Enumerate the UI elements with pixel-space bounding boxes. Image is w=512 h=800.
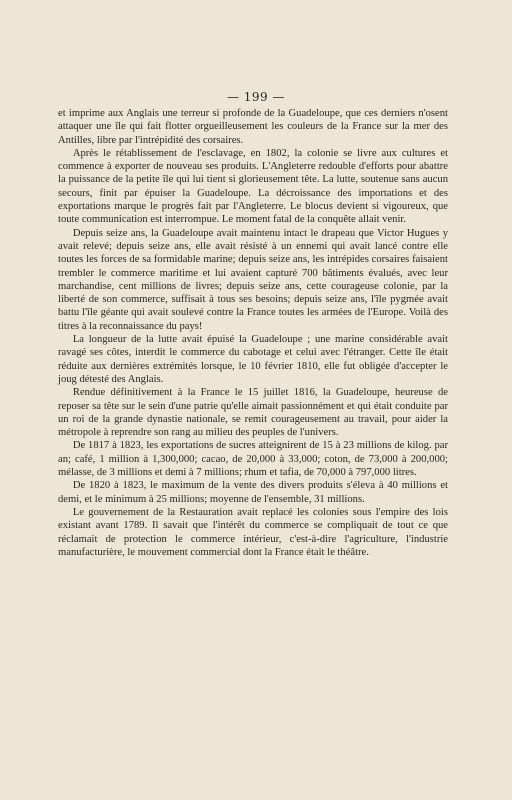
- paragraph-8: Le gouvernement de la Restauration avait replacé les colonies sous l'empire des lois existant avant 1789. Il savait que l'intérêt du commerce se compliquait de tout ce que réclamait de protection le commerce intérieur, c'est-à-dire l'agriculture, l'industrie manufacturière, le mouvement commercial dont la France était le théâtre.: [58, 506, 448, 558]
- paragraph-6: De 1817 à 1823, les exportations de sucres atteignirent de 15 à 23 millions de kilog. par an; café, 1 million à 1,300,000; cacao, de 20,000 à 33,000; coton, de 73,000 à 200,000; mélasse, de 3 millions et demi à 7 millions; rhum et tafia, de 70,000 à 797,000 litres.: [58, 440, 448, 479]
- paragraph-4: La longueur de la lutte avait épuisé la Guadeloupe ; une marine considérable avait ravagé ses côtes, interdit le commerce du cabotage et celui avec l'étranger. Cette île était réduite aux dernières extrémités lorsque, le 10 février 1810, elle fut obligée d'accepter le joug détesté des Anglais.: [58, 334, 448, 385]
- page-number: — 199 —: [226, 90, 286, 104]
- paragraph-3: Depuis seize ans, la Guadeloupe avait maintenu intact le drapeau que Victor Hugues y avait relevé; depuis seize ans, elle avait résisté à un ennemi qui avait lancé contre elle toutes les forces de sa formidable marine; depuis seize ans, les intrépides corsaires faisaient trembler le commerce maritime et lui avaient capturé 700 bâtiments évalués, avec leur marchandise, cent millions de livres; depuis seize ans, cette courageuse colonie, par la liberté de son commerce, suffisait à tous ses besoins; depuis seize ans, l'île pygmée avait battu l'île géante qui avait soulevé contre la France toutes les armées de l'Europe. Voilà des titres à la reconnaissance du pays!: [58, 227, 448, 332]
- paragraph-1: et imprime aux Anglais une terreur si profonde de la Guadeloupe, que ces derniers n'osent attaquer une île qui fait flotter orgueilleusement les couleurs de la France sur la mer des Antilles, libre par l'intrépidité des corsaires.: [58, 108, 448, 146]
- paragraph-2: Après le rétablissement de l'esclavage, en 1802, la colonie se livre aux cultures et commence à exporter de nouveau ses produits. L'Angleterre redouble d'efforts pour abattre la puissance de la petite île qui lui tient si glorieusement tête. La lutte, soutenue sans aucun secours, finit par épuiser la Guadeloupe. La décroissance des importations et des exportations marque le progrès fait par l'Angleterre. Le blocus devient si vigoureux, que toute communication est interrompue. Le moment fatal de la conquête allait venir.: [58, 147, 448, 226]
- paragraph-5: Rendue définitivement à la France le 15 juillet 1816, la Guadeloupe, heureuse de reposer sa tête sur le sein d'une patrie qu'elle aimait passionnément et qui était conduite par un roi de la grande dynastie nationale, se remit courageusement au travail, pour aider la métropole à reprendre son rang au milieu des peuples de l'univers.: [58, 387, 448, 439]
- paragraph-7: De 1820 à 1823, le maximum de la vente des divers produits s'éleva à 40 millions et demi, et le minimum à 25 millions; moyenne de l'ensemble, 31 millions.: [58, 480, 448, 505]
- body-text: [58, 107, 448, 559]
